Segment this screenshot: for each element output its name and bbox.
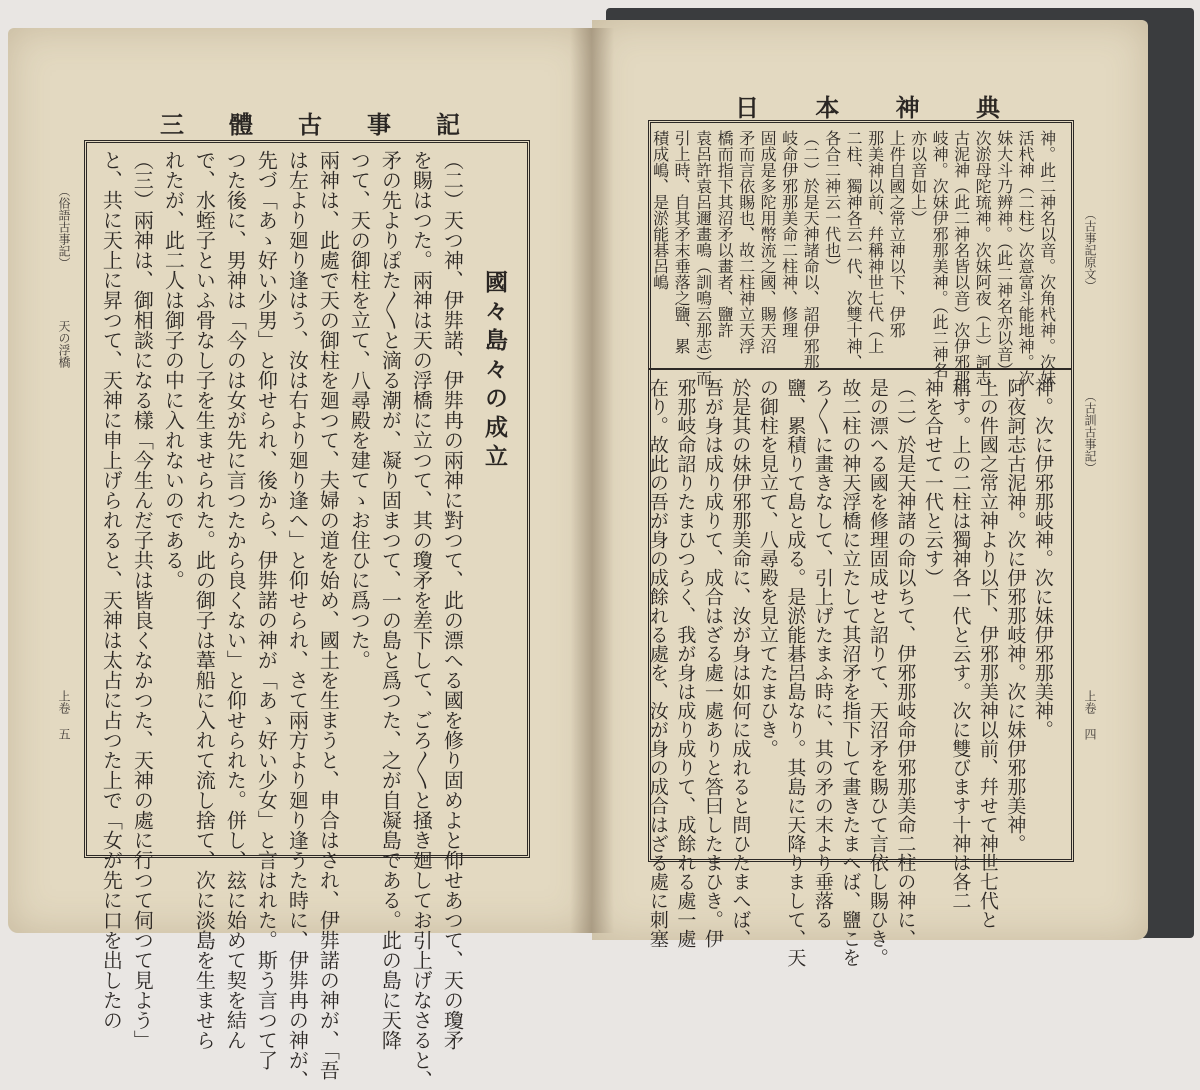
left-header-char: 記 [436, 110, 460, 139]
reading-text-column: 神を合せて一代と云す） [921, 378, 944, 587]
left-text-column: で、水蛭子といふ骨なし子を生ませられた。此の御子は葦船に入れて流し捨て、次に淡島を生ませら [192, 150, 217, 1050]
original-text-column: 古泥神（此二神名皆以音）次伊邪那 [951, 130, 971, 386]
original-text-column: 神。此二神名以音。次角杙神。次妹 [1037, 130, 1057, 386]
reading-text-column: 故二柱の神天浮橋に立たして其沼矛を指下して畫きたまへば、鹽こを [839, 378, 862, 967]
reading-text-column: の御柱を見立て、八尋殿を見立てたまひき。 [756, 378, 779, 758]
right-header-char: 典 [975, 93, 1000, 122]
left-margin-side-label: （俗語古事記） [57, 185, 71, 269]
reading-text-column: ろ〳〵に畫きなして、引上げたまふ時に、其の矛の末より垂落る [811, 378, 834, 929]
original-text-column: 矛而言依賜也、故二柱神立天浮 [736, 130, 756, 354]
original-text-column: 上件自國之常立神以下、伊邪 [887, 130, 907, 338]
reading-text-column: 稱す。上の二柱は獨神各一代と云す。次に雙びます十神は各二 [949, 378, 972, 910]
right-margin-top-label: （古事記原文） [1083, 208, 1097, 292]
left-text-column: つて、天の御柱を立て、八尋殿を建てゝお住ひに爲つた。 [347, 150, 372, 670]
reading-text-column: 鹽、累積りて島と成る。是淤能碁呂島なり。其島に天降りまして、天 [784, 378, 807, 967]
left-margin-running-title: 天の浮橋 [57, 320, 71, 368]
right-header-char: 神 [895, 93, 920, 122]
left-header-char: 體 [229, 110, 253, 139]
original-text-column: 橋而指下其沼矛以畫者、鹽許 [715, 130, 735, 338]
reading-text-column: 神。次に伊邪那岐神。次に妹伊邪那美神。 [1031, 378, 1054, 739]
original-text-column: （二）於是天神諸命以、詔伊邪那 [801, 130, 821, 370]
reading-text-column: 上の件國之常立神より以下、伊邪那美神以前、幷せて神世七代と [976, 378, 999, 929]
reading-text-column: 阿夜訶志古泥神。次に伊邪那岐神。次に妹伊邪那美神。 [1004, 378, 1027, 853]
left-header-char: 古 [298, 110, 322, 139]
original-text-column: 次淤母陀琉神。次妹阿夜（上）訶志 [973, 130, 993, 386]
left-text-column: （二）天つ神、伊弉諾、伊弉冉の兩神に對つて、此の漂へる國を修り固めよと仰せあつて、天の瓊矛 [440, 150, 465, 1050]
original-text-column: 岐命伊邪那美命二柱神、修理 [779, 130, 799, 338]
original-text-column: 積成嶋、是淤能碁呂嶋 [650, 130, 670, 290]
section-title: 國々島々の成立 [481, 270, 508, 473]
original-text-column: 妹大斗乃辨神。（此二神名亦以音） [994, 130, 1014, 378]
right-header-char: 日 [735, 93, 759, 122]
original-text-column: 引上時、自其矛末垂落之鹽、累 [672, 130, 692, 354]
left-text-column: を賜はつた。兩神は天の浮橋に立つて、其の瓊矛を差下して、ごろ〳〵と掻き廻してお引上げなさると、 [409, 150, 434, 1090]
right-running-header [735, 88, 1000, 123]
left-text-column: れたが、此二人は御子の中に入れないのである。 [161, 150, 186, 590]
reading-text-column: 吾が身は成り成りて、成合はざる處一處ありと答曰したまひき。伊 [701, 378, 724, 948]
right-page-number: 上卷 四 [1083, 690, 1097, 740]
left-page-number: 上卷 五 [57, 690, 71, 740]
left-text-column: と、共に天上に昇つて、天神に申上げられると、天神は太占に占つた上で「女が先に口を出したの [99, 150, 124, 1030]
left-header-char: 事 [367, 110, 391, 139]
left-header-char: 三 [160, 110, 184, 139]
left-text-column: つた後に、男神は「今のは女が先に言つたから良くない」と仰せられた。併し、玆に始めて契を結ん [223, 150, 248, 1050]
original-text-column: 活杙神（二柱）次意富斗能地神。次 [1016, 130, 1036, 386]
original-text-column: 二柱、獨神各云一代、次雙十神、 [844, 130, 864, 370]
reading-text-column: 邪那岐命詔りたまひつらく、我が身は成り成りて、成餘れる處一處 [674, 378, 697, 948]
right-header-char: 本 [815, 93, 840, 122]
left-text-column: 兩神は、此處で天の御柱を廻つて、夫婦の道を始め、國土を生まうと、申合はされ、伊弉諾の神が、「吾 [316, 150, 341, 1080]
reading-text-column: 在り。故此の吾が身の成餘れる處を、汝が身の成合はざる處に刺塞 [646, 378, 669, 948]
original-text-column: 岐神。次妹伊邪那美神。（此二神名 [930, 130, 950, 378]
reading-text-column: 於是其の妹伊邪那美命に、汝が身は如何に成れると問ひたまへば、 [729, 378, 752, 948]
left-text-column: 先づ「あゝ好い少男」と仰せられ、後から、伊弉諾の神が「あゝ好い少女」と言はれた。斯う言つて了 [254, 150, 279, 1070]
original-text-column: 亦以音如上） [908, 130, 928, 226]
reading-text-column: （二）於是天神諸の命以ちて、伊邪那岐命伊邪那美命二柱の神に、 [894, 378, 917, 948]
left-text-column: は左より廻り逢はう、汝は右より廻り逢へ」と仰せられ、さて兩方より廻り逢うた時に、伊弉冉の神が、 [285, 150, 310, 1090]
book-gutter [570, 28, 614, 933]
original-text-column: 那美神以前、幷稱神世七代（上 [865, 130, 885, 354]
left-text-column: （三）兩神は、御相談になる樣「今生んだ子共は皆良くなかつた、天神の處に行つて伺つて見よう」 [130, 150, 155, 1050]
original-text-column: 各合二神云一代也） [822, 130, 842, 274]
original-text-column: 袁呂許袁呂邇畫鳴（訓鳴云那志）而 [693, 130, 713, 386]
left-text-column: 矛の先よりぽた〳〵と滴る潮が、凝り固まつて、一の島と爲つた、之が自凝島である。此の島に天降 [378, 150, 403, 1050]
left-running-header [160, 105, 460, 140]
reading-text-column: 是の漂へる國を修理固成せと詔りて、天沼矛を賜ひて言依し賜ひき。 [866, 378, 889, 967]
right-margin-bottom-label: （古訓古事記） [1083, 390, 1097, 474]
original-text-column: 固成是多陀用幣流之國、賜天沼 [758, 130, 778, 354]
